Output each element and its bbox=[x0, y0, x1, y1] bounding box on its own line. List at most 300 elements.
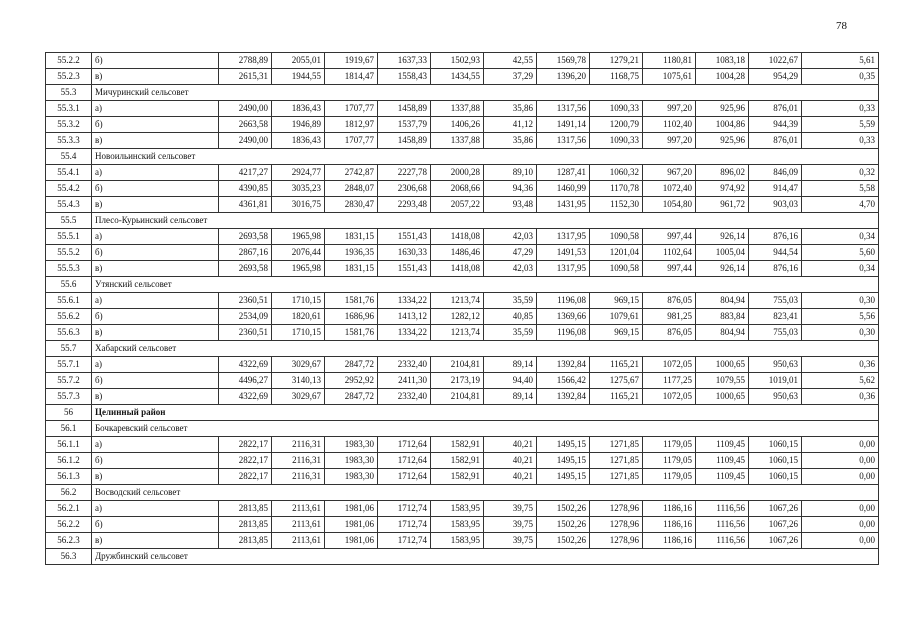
value-cell: 804,94 bbox=[696, 293, 749, 309]
value-cell: 0,30 bbox=[802, 293, 879, 309]
value-cell: 944,54 bbox=[749, 245, 802, 261]
value-cell: 2104,81 bbox=[431, 357, 484, 373]
value-cell: 2332,40 bbox=[378, 389, 431, 405]
section-title: Бочкаревский сельсовет bbox=[92, 421, 879, 437]
value-cell: 0,00 bbox=[802, 469, 879, 485]
value-cell: 1569,78 bbox=[537, 53, 590, 69]
value-cell: 1418,08 bbox=[431, 229, 484, 245]
row-subitem: б) bbox=[92, 245, 219, 261]
value-cell: 1502,93 bbox=[431, 53, 484, 69]
value-cell: 0,32 bbox=[802, 165, 879, 181]
row-code: 55.4 bbox=[46, 149, 92, 165]
table-row bbox=[46, 197, 879, 213]
value-cell: 40,21 bbox=[484, 437, 537, 453]
value-cell: 883,84 bbox=[696, 309, 749, 325]
value-cell: 0,00 bbox=[802, 533, 879, 549]
value-cell: 876,05 bbox=[643, 293, 696, 309]
value-cell: 1054,80 bbox=[643, 197, 696, 213]
value-cell: 89,14 bbox=[484, 389, 537, 405]
value-cell: 2615,31 bbox=[219, 69, 272, 85]
row-subitem: б) bbox=[92, 309, 219, 325]
value-cell: 0,00 bbox=[802, 501, 879, 517]
table-row bbox=[46, 309, 879, 325]
row-subitem: а) bbox=[92, 501, 219, 517]
row-code: 56.2 bbox=[46, 485, 92, 501]
table-row bbox=[46, 53, 879, 69]
section-title: Утянский сельсовет bbox=[92, 277, 879, 293]
value-cell: 2847,72 bbox=[325, 389, 378, 405]
row-code: 56.1.1 bbox=[46, 437, 92, 453]
value-cell: 1392,84 bbox=[537, 389, 590, 405]
row-code: 55.6.2 bbox=[46, 309, 92, 325]
value-cell: 1196,08 bbox=[537, 325, 590, 341]
section-title: Дружбинский сельсовет bbox=[92, 549, 879, 565]
value-cell: 89,14 bbox=[484, 357, 537, 373]
value-cell: 1213,74 bbox=[431, 293, 484, 309]
value-cell: 41,12 bbox=[484, 117, 537, 133]
value-cell: 4496,27 bbox=[219, 373, 272, 389]
value-cell: 1710,15 bbox=[272, 293, 325, 309]
value-cell: 1000,65 bbox=[696, 389, 749, 405]
value-cell: 1965,98 bbox=[272, 261, 325, 277]
value-cell: 1186,16 bbox=[643, 517, 696, 533]
value-cell: 1712,64 bbox=[378, 469, 431, 485]
value-cell: 2068,66 bbox=[431, 181, 484, 197]
value-cell: 2788,89 bbox=[219, 53, 272, 69]
value-cell: 2847,72 bbox=[325, 357, 378, 373]
table-row bbox=[46, 357, 879, 373]
value-cell: 40,21 bbox=[484, 469, 537, 485]
value-cell: 2113,61 bbox=[272, 517, 325, 533]
value-cell: 1072,05 bbox=[643, 389, 696, 405]
value-cell: 1116,56 bbox=[696, 517, 749, 533]
value-cell: 1165,21 bbox=[590, 357, 643, 373]
value-cell: 1710,15 bbox=[272, 325, 325, 341]
value-cell: 0,34 bbox=[802, 229, 879, 245]
row-subitem: б) bbox=[92, 453, 219, 469]
table-row bbox=[46, 133, 879, 149]
value-cell: 1707,77 bbox=[325, 133, 378, 149]
value-cell: 2663,58 bbox=[219, 117, 272, 133]
table-row bbox=[46, 261, 879, 277]
row-code: 55.7.1 bbox=[46, 357, 92, 373]
value-cell: 3029,67 bbox=[272, 389, 325, 405]
value-cell: 1406,26 bbox=[431, 117, 484, 133]
value-cell: 1004,86 bbox=[696, 117, 749, 133]
value-cell: 3035,23 bbox=[272, 181, 325, 197]
value-cell: 1712,74 bbox=[378, 501, 431, 517]
value-cell: 35,59 bbox=[484, 293, 537, 309]
row-code: 55.5.1 bbox=[46, 229, 92, 245]
value-cell: 1812,97 bbox=[325, 117, 378, 133]
value-cell: 1537,79 bbox=[378, 117, 431, 133]
value-cell: 1392,84 bbox=[537, 357, 590, 373]
value-cell: 1712,74 bbox=[378, 533, 431, 549]
value-cell: 1079,55 bbox=[696, 373, 749, 389]
value-cell: 1566,42 bbox=[537, 373, 590, 389]
value-cell: 1317,95 bbox=[537, 261, 590, 277]
value-cell: 1022,67 bbox=[749, 53, 802, 69]
table-row bbox=[46, 165, 879, 181]
section-row bbox=[46, 485, 879, 501]
value-cell: 1275,67 bbox=[590, 373, 643, 389]
row-subitem: а) bbox=[92, 357, 219, 373]
value-cell: 1983,30 bbox=[325, 453, 378, 469]
value-cell: 1019,01 bbox=[749, 373, 802, 389]
value-cell: 1551,43 bbox=[378, 229, 431, 245]
row-subitem: а) bbox=[92, 101, 219, 117]
value-cell: 1271,85 bbox=[590, 437, 643, 453]
table-row bbox=[46, 181, 879, 197]
section-title: Плесо-Курьинский сельсовет bbox=[92, 213, 879, 229]
value-cell: 1116,56 bbox=[696, 533, 749, 549]
value-cell: 950,63 bbox=[749, 357, 802, 373]
value-cell: 1337,88 bbox=[431, 101, 484, 117]
value-cell: 4361,81 bbox=[219, 197, 272, 213]
value-cell: 40,85 bbox=[484, 309, 537, 325]
row-code: 56.2.1 bbox=[46, 501, 92, 517]
value-cell: 1083,18 bbox=[696, 53, 749, 69]
table-row bbox=[46, 533, 879, 549]
value-cell: 961,72 bbox=[696, 197, 749, 213]
value-cell: 755,03 bbox=[749, 293, 802, 309]
value-cell: 1582,91 bbox=[431, 453, 484, 469]
value-cell: 2742,87 bbox=[325, 165, 378, 181]
row-subitem: в) bbox=[92, 325, 219, 341]
row-code: 55.3.3 bbox=[46, 133, 92, 149]
value-cell: 1179,05 bbox=[643, 437, 696, 453]
value-cell: 0,33 bbox=[802, 133, 879, 149]
value-cell: 0,36 bbox=[802, 389, 879, 405]
value-cell: 2490,00 bbox=[219, 101, 272, 117]
value-cell: 1983,30 bbox=[325, 469, 378, 485]
value-cell: 35,86 bbox=[484, 133, 537, 149]
value-cell: 89,10 bbox=[484, 165, 537, 181]
value-cell: 42,03 bbox=[484, 261, 537, 277]
value-cell: 1090,33 bbox=[590, 133, 643, 149]
row-code: 55.4.1 bbox=[46, 165, 92, 181]
value-cell: 2057,22 bbox=[431, 197, 484, 213]
value-cell: 1177,25 bbox=[643, 373, 696, 389]
value-cell: 1334,22 bbox=[378, 293, 431, 309]
value-cell: 1502,26 bbox=[537, 517, 590, 533]
row-code: 55.5.3 bbox=[46, 261, 92, 277]
value-cell: 1109,45 bbox=[696, 453, 749, 469]
table-row bbox=[46, 117, 879, 133]
row-code: 55.4.3 bbox=[46, 197, 92, 213]
row-code: 55.7 bbox=[46, 341, 92, 357]
value-cell: 1418,08 bbox=[431, 261, 484, 277]
value-cell: 2813,85 bbox=[219, 517, 272, 533]
value-cell: 1060,15 bbox=[749, 453, 802, 469]
value-cell: 1287,41 bbox=[537, 165, 590, 181]
table-row bbox=[46, 69, 879, 85]
value-cell: 997,44 bbox=[643, 229, 696, 245]
value-cell: 969,15 bbox=[590, 293, 643, 309]
row-code: 56.1 bbox=[46, 421, 92, 437]
value-cell: 1005,04 bbox=[696, 245, 749, 261]
value-cell: 1551,43 bbox=[378, 261, 431, 277]
value-cell: 1109,45 bbox=[696, 469, 749, 485]
value-cell: 755,03 bbox=[749, 325, 802, 341]
value-cell: 876,01 bbox=[749, 101, 802, 117]
value-cell: 1686,96 bbox=[325, 309, 378, 325]
value-cell: 5,59 bbox=[802, 117, 879, 133]
value-cell: 1413,12 bbox=[378, 309, 431, 325]
value-cell: 1712,74 bbox=[378, 517, 431, 533]
value-cell: 2360,51 bbox=[219, 325, 272, 341]
value-cell: 1836,43 bbox=[272, 133, 325, 149]
value-cell: 4322,69 bbox=[219, 357, 272, 373]
value-cell: 1458,89 bbox=[378, 133, 431, 149]
section-row bbox=[46, 213, 879, 229]
value-cell: 926,14 bbox=[696, 261, 749, 277]
value-cell: 2055,01 bbox=[272, 53, 325, 69]
value-cell: 0,00 bbox=[802, 437, 879, 453]
value-cell: 1000,65 bbox=[696, 357, 749, 373]
section-title: Хабарский сельсовет bbox=[92, 341, 879, 357]
value-cell: 1334,22 bbox=[378, 325, 431, 341]
value-cell: 1079,61 bbox=[590, 309, 643, 325]
value-cell: 1820,61 bbox=[272, 309, 325, 325]
value-cell: 2000,28 bbox=[431, 165, 484, 181]
value-cell: 903,03 bbox=[749, 197, 802, 213]
value-cell: 925,96 bbox=[696, 101, 749, 117]
value-cell: 1317,56 bbox=[537, 101, 590, 117]
value-cell: 1712,64 bbox=[378, 437, 431, 453]
value-cell: 1090,58 bbox=[590, 261, 643, 277]
table-row bbox=[46, 437, 879, 453]
value-cell: 2813,85 bbox=[219, 501, 272, 517]
value-cell: 1072,05 bbox=[643, 357, 696, 373]
value-cell: 997,20 bbox=[643, 133, 696, 149]
value-cell: 1179,05 bbox=[643, 453, 696, 469]
value-cell: 954,29 bbox=[749, 69, 802, 85]
row-subitem: б) bbox=[92, 517, 219, 533]
value-cell: 1179,05 bbox=[643, 469, 696, 485]
value-cell: 1583,95 bbox=[431, 501, 484, 517]
value-cell: 997,20 bbox=[643, 101, 696, 117]
value-cell: 1814,47 bbox=[325, 69, 378, 85]
table-row bbox=[46, 229, 879, 245]
row-code: 56 bbox=[46, 405, 92, 421]
row-code: 55.2.2 bbox=[46, 53, 92, 69]
row-subitem: б) bbox=[92, 373, 219, 389]
value-cell: 1981,06 bbox=[325, 517, 378, 533]
value-cell: 2813,85 bbox=[219, 533, 272, 549]
value-cell: 4322,69 bbox=[219, 389, 272, 405]
value-cell: 1271,85 bbox=[590, 453, 643, 469]
value-cell: 1582,91 bbox=[431, 469, 484, 485]
value-cell: 1831,15 bbox=[325, 261, 378, 277]
row-code: 55.3.2 bbox=[46, 117, 92, 133]
table-row bbox=[46, 469, 879, 485]
value-cell: 2490,00 bbox=[219, 133, 272, 149]
value-cell: 1637,33 bbox=[378, 53, 431, 69]
value-cell: 925,96 bbox=[696, 133, 749, 149]
value-cell: 35,86 bbox=[484, 101, 537, 117]
row-code: 55.3 bbox=[46, 85, 92, 101]
value-cell: 39,75 bbox=[484, 501, 537, 517]
value-cell: 1583,95 bbox=[431, 533, 484, 549]
value-cell: 1282,12 bbox=[431, 309, 484, 325]
value-cell: 1090,33 bbox=[590, 101, 643, 117]
value-cell: 1396,20 bbox=[537, 69, 590, 85]
value-cell: 2867,16 bbox=[219, 245, 272, 261]
value-cell: 1431,95 bbox=[537, 197, 590, 213]
row-subitem: в) bbox=[92, 469, 219, 485]
section-row bbox=[46, 85, 879, 101]
row-subitem: в) bbox=[92, 69, 219, 85]
row-subitem: б) bbox=[92, 53, 219, 69]
value-cell: 823,41 bbox=[749, 309, 802, 325]
value-cell: 1369,66 bbox=[537, 309, 590, 325]
row-code: 55.7.2 bbox=[46, 373, 92, 389]
value-cell: 1491,14 bbox=[537, 117, 590, 133]
row-subitem: в) bbox=[92, 533, 219, 549]
row-code: 55.6 bbox=[46, 277, 92, 293]
value-cell: 1278,96 bbox=[590, 501, 643, 517]
value-cell: 1201,04 bbox=[590, 245, 643, 261]
section-row bbox=[46, 549, 879, 565]
value-cell: 1919,67 bbox=[325, 53, 378, 69]
value-cell: 1196,08 bbox=[537, 293, 590, 309]
tariff-table bbox=[45, 52, 879, 565]
value-cell: 2822,17 bbox=[219, 437, 272, 453]
value-cell: 1116,56 bbox=[696, 501, 749, 517]
value-cell: 0,00 bbox=[802, 517, 879, 533]
value-cell: 1502,26 bbox=[537, 533, 590, 549]
value-cell: 39,75 bbox=[484, 533, 537, 549]
value-cell: 876,16 bbox=[749, 261, 802, 277]
value-cell: 967,20 bbox=[643, 165, 696, 181]
row-code: 55.3.1 bbox=[46, 101, 92, 117]
value-cell: 2104,81 bbox=[431, 389, 484, 405]
row-code: 55.7.3 bbox=[46, 389, 92, 405]
value-cell: 1060,32 bbox=[590, 165, 643, 181]
value-cell: 1152,30 bbox=[590, 197, 643, 213]
value-cell: 1983,30 bbox=[325, 437, 378, 453]
value-cell: 876,01 bbox=[749, 133, 802, 149]
value-cell: 1186,16 bbox=[643, 501, 696, 517]
value-cell: 4217,27 bbox=[219, 165, 272, 181]
value-cell: 35,59 bbox=[484, 325, 537, 341]
value-cell: 1936,35 bbox=[325, 245, 378, 261]
value-cell: 93,48 bbox=[484, 197, 537, 213]
value-cell: 1337,88 bbox=[431, 133, 484, 149]
row-subitem: а) bbox=[92, 165, 219, 181]
value-cell: 1271,85 bbox=[590, 469, 643, 485]
value-cell: 1981,06 bbox=[325, 533, 378, 549]
value-cell: 4390,85 bbox=[219, 181, 272, 197]
value-cell: 1495,15 bbox=[537, 437, 590, 453]
value-cell: 2952,92 bbox=[325, 373, 378, 389]
value-cell: 981,25 bbox=[643, 309, 696, 325]
value-cell: 1491,53 bbox=[537, 245, 590, 261]
section-row bbox=[46, 149, 879, 165]
value-cell: 969,15 bbox=[590, 325, 643, 341]
value-cell: 94,36 bbox=[484, 181, 537, 197]
value-cell: 1067,26 bbox=[749, 533, 802, 549]
value-cell: 2173,19 bbox=[431, 373, 484, 389]
value-cell: 1495,15 bbox=[537, 453, 590, 469]
value-cell: 1558,43 bbox=[378, 69, 431, 85]
value-cell: 2693,58 bbox=[219, 229, 272, 245]
value-cell: 1460,99 bbox=[537, 181, 590, 197]
value-cell: 926,14 bbox=[696, 229, 749, 245]
value-cell: 1067,26 bbox=[749, 517, 802, 533]
table-row bbox=[46, 293, 879, 309]
value-cell: 1186,16 bbox=[643, 533, 696, 549]
value-cell: 1946,89 bbox=[272, 117, 325, 133]
value-cell: 1060,15 bbox=[749, 469, 802, 485]
value-cell: 40,21 bbox=[484, 453, 537, 469]
value-cell: 1944,55 bbox=[272, 69, 325, 85]
row-subitem: в) bbox=[92, 133, 219, 149]
value-cell: 1278,96 bbox=[590, 533, 643, 549]
value-cell: 2113,61 bbox=[272, 501, 325, 517]
value-cell: 997,44 bbox=[643, 261, 696, 277]
row-subitem: б) bbox=[92, 117, 219, 133]
value-cell: 1090,58 bbox=[590, 229, 643, 245]
value-cell: 1213,74 bbox=[431, 325, 484, 341]
value-cell: 1109,45 bbox=[696, 437, 749, 453]
value-cell: 2848,07 bbox=[325, 181, 378, 197]
value-cell: 1067,26 bbox=[749, 501, 802, 517]
row-subitem: б) bbox=[92, 181, 219, 197]
value-cell: 1004,28 bbox=[696, 69, 749, 85]
value-cell: 1836,43 bbox=[272, 101, 325, 117]
value-cell: 47,29 bbox=[484, 245, 537, 261]
value-cell: 1630,33 bbox=[378, 245, 431, 261]
district-row bbox=[46, 405, 879, 421]
table-row bbox=[46, 501, 879, 517]
value-cell: 1965,98 bbox=[272, 229, 325, 245]
value-cell: 1317,56 bbox=[537, 133, 590, 149]
value-cell: 37,29 bbox=[484, 69, 537, 85]
value-cell: 846,09 bbox=[749, 165, 802, 181]
row-code: 56.1.2 bbox=[46, 453, 92, 469]
table-row bbox=[46, 101, 879, 117]
value-cell: 2534,09 bbox=[219, 309, 272, 325]
row-subitem: а) bbox=[92, 229, 219, 245]
value-cell: 39,75 bbox=[484, 517, 537, 533]
value-cell: 3140,13 bbox=[272, 373, 325, 389]
value-cell: 876,05 bbox=[643, 325, 696, 341]
value-cell: 974,92 bbox=[696, 181, 749, 197]
value-cell: 1981,06 bbox=[325, 501, 378, 517]
table-row bbox=[46, 453, 879, 469]
value-cell: 2076,44 bbox=[272, 245, 325, 261]
value-cell: 1279,21 bbox=[590, 53, 643, 69]
value-cell: 2116,31 bbox=[272, 453, 325, 469]
section-title: Мичуринский сельсовет bbox=[92, 85, 879, 101]
value-cell: 876,16 bbox=[749, 229, 802, 245]
value-cell: 0,34 bbox=[802, 261, 879, 277]
value-cell: 5,58 bbox=[802, 181, 879, 197]
value-cell: 1278,96 bbox=[590, 517, 643, 533]
value-cell: 0,00 bbox=[802, 453, 879, 469]
value-cell: 2332,40 bbox=[378, 357, 431, 373]
value-cell: 944,39 bbox=[749, 117, 802, 133]
value-cell: 2693,58 bbox=[219, 261, 272, 277]
value-cell: 94,40 bbox=[484, 373, 537, 389]
row-code: 56.1.3 bbox=[46, 469, 92, 485]
value-cell: 914,47 bbox=[749, 181, 802, 197]
row-subitem: а) bbox=[92, 293, 219, 309]
value-cell: 1170,78 bbox=[590, 181, 643, 197]
value-cell: 2227,78 bbox=[378, 165, 431, 181]
